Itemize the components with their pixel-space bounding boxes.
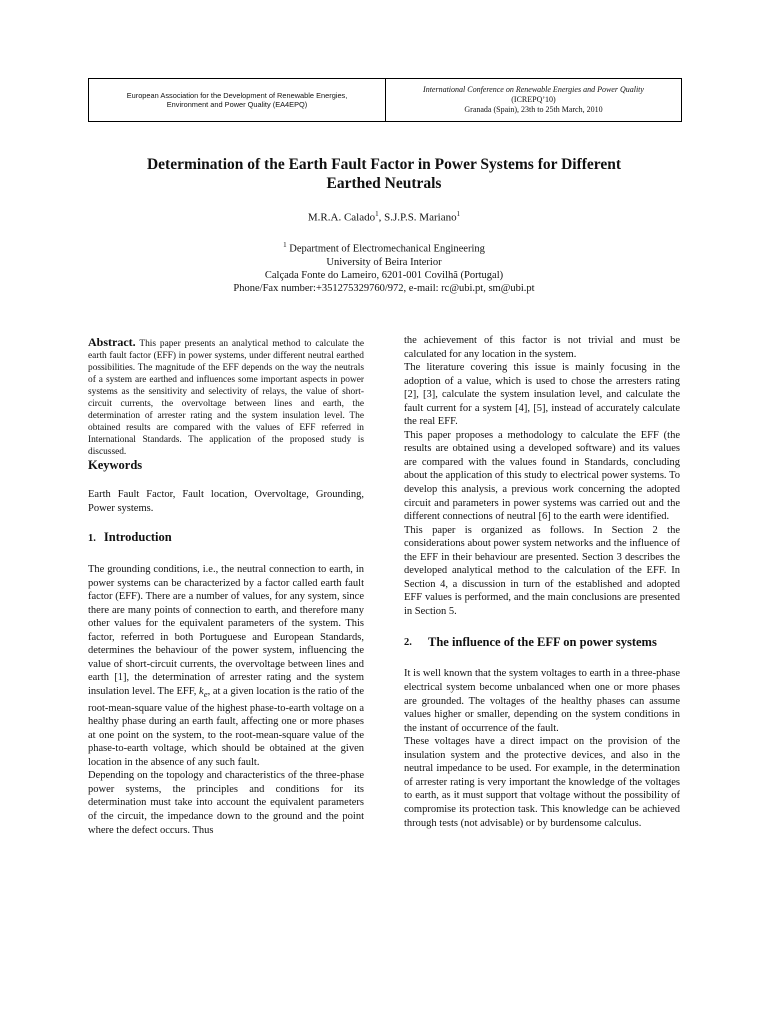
author-list (88, 210, 680, 224)
author-1-affil-mark: 1 (375, 210, 379, 218)
paper-title (88, 155, 680, 193)
affiliation (88, 239, 680, 295)
title-line-1: Determination of the Earth Fault Factor in Power Systems for Different (146, 156, 622, 173)
left-column (88, 336, 364, 837)
department-name: Department of Electromechanical Engineering (286, 243, 485, 255)
section-1-p1-start: The grounding conditions, i.e., the neutral connection to earth, in power systems can be characterized by a factor called earth fault factor (EFF). There are a number of values, for any system, since there are many points of connection to earth, and therefore many other values for the equivalent parameters of the system. This factor, referred in both Portuguese and European Standards, determines the behaviour of the power system, influencing the value of short-circuit currents, the overvoltage between lines and earth [1], the determination of arrester rating and the system insulation level. The EFF, (88, 564, 364, 698)
intro-paragraph-methodology: This paper proposes a methodology to calculate the EFF (the results are obtained using a developed software) and its values are compared with the values found in Standards, concluding about the application of this study to electrical power systems. To develop this analysis, a previous work concerning the adopted circuit and parameters in power systems was carried out and the different connections of neutral [6] to the earth were identified. (404, 429, 680, 523)
association-name (89, 79, 386, 121)
intro-paragraph-organization: This paper is organized as follows. In Section 2 the considerations about power system networks and the influence of the EFF in their behaviour are presented. Section 3 describes the developed analytical method to the calculation of the EFF. In Section 4, a discussion in turn of the established and adopted EFF values is performed, and the main conclusions are presented in Section 5. (404, 524, 680, 617)
university-name: University of Beira Interior (326, 256, 442, 268)
intro-paragraph-literature: The literature covering this issue is mainly focusing in the adoption of a value, which is used to chose the arresters rating [2], [3], calculate the system insulation level, and calculate the fault current for a system [4], [5], instead of accurately calculate the real EFF. (404, 362, 680, 428)
eff-symbol: k (199, 686, 204, 698)
conference-name: International Conference on Renewable Energies and Power Quality (423, 85, 644, 94)
address: Calçada Fonte do Lameiro, 6201-001 Covilhã (Portugal) (264, 269, 504, 281)
section-1-p1-end: , at a given location is the ratio of the root-mean-square value of the highest phase-to-earth voltage on a healthy phase during an earth fault, affecting one or more phases at one point on the system, to the root-mean-square value of the phase-to-earth voltage, which should be obtained at the given location in the absence of any such fault. (88, 686, 364, 768)
keywords-heading: Keywords (88, 458, 143, 472)
right-column (404, 334, 680, 830)
abstract-text: This paper presents an analytical method to calculate the earth fault factor (EFF) in power systems, under different neutral earthed possibilities. The magnitude of the EFF depends on the way the neutrals of a system are earthed and influences some important aspects in power systems as the sensitivity and selectivity of relays, the value of short-circuit currents, the overvoltage between lines and earth, the determination of arrester rating and the system insulation level. The obtained results are compared with the values of EFF referred in International Standards. The application of the proposed study is discussed. (88, 339, 364, 457)
author-1: M.R.A. Calado (307, 211, 376, 224)
affiliation-mark: 1 (283, 241, 287, 249)
section-2-heading (404, 635, 680, 650)
abstract (88, 336, 364, 458)
section-1-paragraph-1 (88, 563, 364, 769)
keywords-text: Earth Fault Factor, Fault location, Overvoltage, Grounding, Power systems. (88, 489, 364, 514)
association-line-1: European Association for the Development of Renewable Energies, (126, 91, 348, 100)
section-1-title: Introduction (103, 530, 172, 545)
author-2: S.J.P.S. Mariano (384, 211, 457, 224)
affiliation-department (88, 239, 680, 256)
section-2-number: 2. (404, 637, 412, 649)
section-1-heading (88, 530, 364, 546)
author-separator: , (378, 211, 385, 224)
title-line-2: Earthed Neutrals (326, 175, 442, 192)
conference-header-box (88, 78, 682, 122)
abstract-heading: Abstract. (88, 335, 136, 349)
association-line-2: Environment and Power Quality (EA4EPQ) (166, 100, 308, 109)
section-2-title: The influence of the EFF on power systems (428, 635, 657, 650)
conference-acronym: (ICREPQ’10) (511, 95, 556, 104)
author-2-affil-mark: 1 (456, 210, 461, 218)
contact-info: Phone/Fax number:+351275329760/972, e-mail: rc@ubi.pt, sm@ubi.pt (233, 283, 535, 295)
section-2-paragraph-1: It is well known that the system voltages to earth in a three-phase electrical system become unbalanced when one or more phases are grounded. The voltages of the healthy phases can assume values higher or smaller, depending on the system conditions in the instant of occurrence of the fault. (404, 668, 680, 734)
section-1-paragraph-2: Depending on the topology and characteristics of the three-phase power systems, the principles and conditions for its determination must take into account the equivalent parameters of the circuit, the impedance down to the ground and the point where the defect occurs. Thus (88, 770, 364, 836)
conference-location-date: Granada (Spain), 23th to 25th March, 2010 (464, 105, 603, 114)
conference-info (386, 79, 681, 121)
intro-paragraph-continued: the achievement of this factor is not trivial and must be calculated for any location in the system. (404, 335, 680, 360)
section-2-paragraph-2: These voltages have a direct impact on the provision of the insulation system and the protective devices, and also in the neutral impedance to be used. For example, in the determination of arrester rating is very important the knowledge of the voltages to earth, as it must support that voltage without the possibility of compromise its protection task. This knowledge can be achieved through tests (not advisable) or by burdensome calculus. (404, 736, 680, 829)
eff-symbol-subscript: e (203, 689, 208, 700)
section-1-number: 1. (88, 533, 96, 545)
